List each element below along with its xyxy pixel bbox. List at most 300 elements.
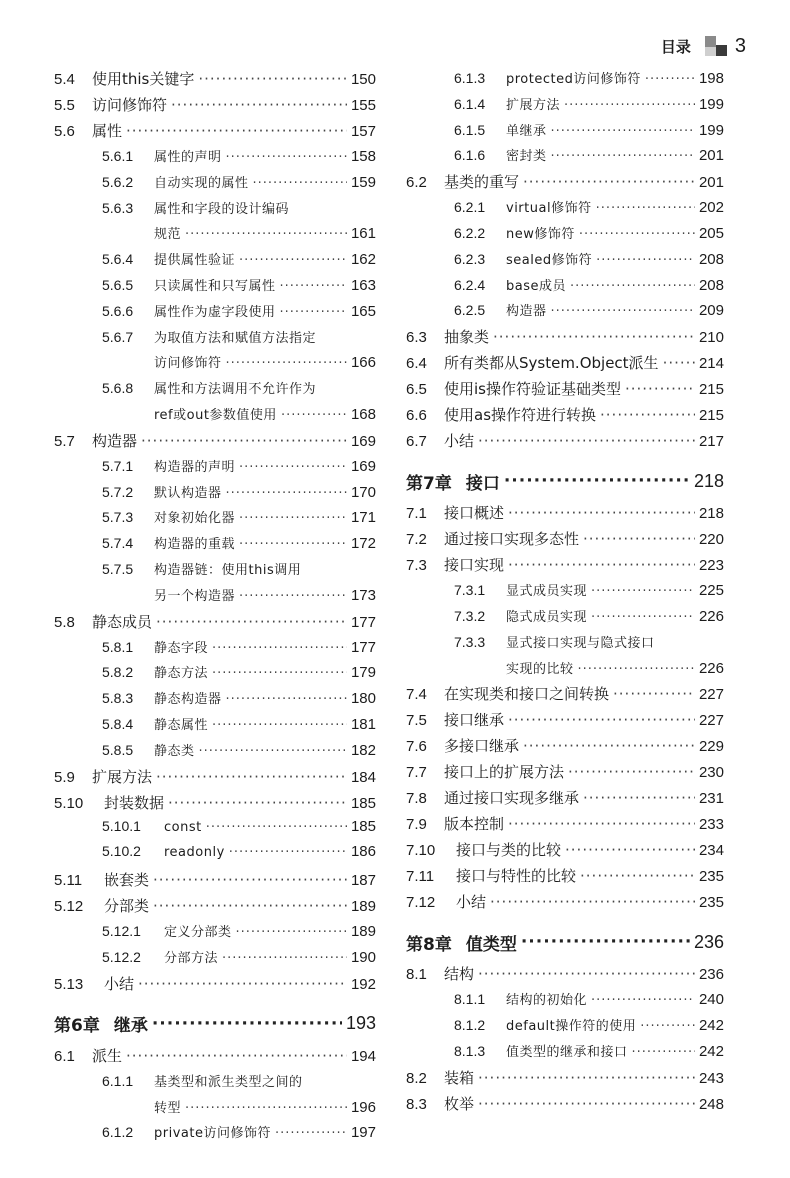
section-title: sealed修饰符 xyxy=(506,252,593,268)
dot-leader xyxy=(222,951,347,966)
section-title: 小结 xyxy=(456,893,487,912)
toc-entry[interactable] xyxy=(54,533,376,559)
section-title: 派生 xyxy=(92,1046,123,1065)
toc-entry[interactable] xyxy=(54,792,376,818)
toc-page-number: 227 xyxy=(698,686,724,704)
toc-entry[interactable] xyxy=(406,683,724,709)
toc-entry[interactable] xyxy=(54,172,376,198)
section-number: 5.6.6 xyxy=(102,302,134,319)
toc-entry[interactable] xyxy=(406,223,724,249)
toc-entry[interactable] xyxy=(54,611,376,637)
dot-leader xyxy=(226,486,347,501)
section-number: 8.1.2 xyxy=(454,1017,486,1034)
toc-entry[interactable] xyxy=(54,352,376,378)
section-title: 规范 xyxy=(154,227,182,243)
section-number: 7.6 xyxy=(406,738,427,756)
section-number: 5.11 xyxy=(54,872,83,890)
toc-entry[interactable] xyxy=(406,1015,724,1041)
section-number: 7.7 xyxy=(406,764,427,782)
section-title: 只读属性和只写属性 xyxy=(154,278,276,294)
section-title: 基类的重写 xyxy=(444,173,520,192)
toc-entry[interactable] xyxy=(54,378,376,404)
section-title: 所有类都从System.Object派生 xyxy=(444,354,659,373)
toc-entry[interactable] xyxy=(54,94,376,120)
section-number: 7.2 xyxy=(406,531,427,549)
dot-leader xyxy=(239,460,347,475)
toc-page-number: 234 xyxy=(698,842,724,860)
toc-page-number: 236 xyxy=(693,931,724,952)
section-title: 访问修饰符 xyxy=(154,356,222,372)
dot-leader xyxy=(570,279,695,294)
dot-leader xyxy=(153,897,347,915)
dot-leader xyxy=(508,711,695,729)
toc-page-number: 185 xyxy=(350,794,376,812)
toc-entry[interactable] xyxy=(54,637,376,663)
section-title: 访问修饰符 xyxy=(92,96,168,114)
toc-entry[interactable] xyxy=(54,482,376,508)
section-number: 7.11 xyxy=(406,868,435,886)
section-number: 6.1.6 xyxy=(454,147,486,164)
toc-entry[interactable] xyxy=(406,761,724,787)
toc-page-number: 194 xyxy=(350,1047,376,1065)
toc-page-number: 201 xyxy=(698,147,724,165)
dot-leader xyxy=(156,768,347,786)
toc-page-number: 210 xyxy=(698,329,724,347)
section-title: 另一个构造器 xyxy=(154,588,236,604)
toc-entry[interactable] xyxy=(54,1122,376,1148)
dot-leader xyxy=(280,305,347,320)
page-header xyxy=(661,34,746,58)
section-number: 6.5 xyxy=(406,381,427,399)
toc-page-number: 179 xyxy=(350,664,376,682)
toc-page-number: 205 xyxy=(698,224,724,242)
toc-page-number: 208 xyxy=(698,276,724,294)
toc-chapter-entry[interactable] xyxy=(54,1005,376,1043)
toc-page-number: 233 xyxy=(698,816,724,834)
toc-entry[interactable] xyxy=(406,528,724,554)
section-number: 5.12.2 xyxy=(102,948,141,965)
dot-leader xyxy=(565,841,695,859)
toc-page-number: 223 xyxy=(698,557,724,575)
section-title: 构造器的重载 xyxy=(154,537,236,553)
toc-page-number: 243 xyxy=(698,1069,724,1087)
section-number: 6.1.1 xyxy=(102,1072,134,1089)
section-number: 6.1.5 xyxy=(454,121,486,138)
chapter-number: 第7章 xyxy=(406,473,452,494)
toc-entry[interactable] xyxy=(54,662,376,688)
section-title: 使用as操作符进行转换 xyxy=(444,406,597,425)
section-number: 5.8.1 xyxy=(102,638,134,655)
chapter-title: 继承 xyxy=(113,1016,148,1037)
section-title: 属性的声明 xyxy=(154,150,222,165)
toc-entry[interactable] xyxy=(406,352,724,378)
dot-leader xyxy=(564,98,695,113)
dot-leader xyxy=(212,666,347,681)
dot-leader xyxy=(551,124,695,139)
section-number: 6.1.3 xyxy=(454,70,486,86)
section-number: 8.1.3 xyxy=(454,1042,486,1059)
dot-leader xyxy=(138,975,347,993)
toc-entry[interactable] xyxy=(54,818,376,844)
section-title: 显式成员实现 xyxy=(506,584,588,600)
toc-entry[interactable] xyxy=(54,1071,376,1097)
toc-entry[interactable] xyxy=(406,378,724,404)
section-number: 5.7.5 xyxy=(102,560,134,577)
toc-entry[interactable] xyxy=(406,404,724,430)
section-title: 提供属性验证 xyxy=(154,253,236,269)
toc-column-left xyxy=(54,68,376,1148)
section-number: 5.10.1 xyxy=(102,817,141,834)
section-title: virtual修饰符 xyxy=(506,201,592,217)
chapter-title: 接口 xyxy=(465,473,500,494)
section-number: 6.7 xyxy=(406,433,427,451)
section-title: 版本控制 xyxy=(444,815,505,834)
dot-leader xyxy=(226,150,347,165)
toc-entry[interactable] xyxy=(54,843,376,869)
section-title: protected访问修饰符 xyxy=(506,72,641,87)
section-number: 6.1.2 xyxy=(102,1124,134,1141)
dot-leader xyxy=(504,471,690,491)
dot-leader xyxy=(198,70,347,88)
section-title: 小结 xyxy=(444,432,475,451)
toc-page-number: 177 xyxy=(350,613,376,631)
toc-page-number: 166 xyxy=(350,354,376,372)
toc-page-number: 218 xyxy=(698,505,724,523)
section-title: 属性作为虚字段使用 xyxy=(154,304,276,320)
section-number: 8.3 xyxy=(406,1095,427,1113)
toc-page-number: 168 xyxy=(350,405,376,423)
section-title: 分部方法 xyxy=(164,950,219,966)
section-title: private访问修饰符 xyxy=(154,1126,271,1142)
section-number: 5.6.7 xyxy=(102,328,134,345)
dot-leader xyxy=(156,613,347,631)
toc-entry[interactable] xyxy=(406,606,724,632)
dot-leader xyxy=(613,685,695,703)
corner-square-icon xyxy=(705,36,727,56)
toc-entry[interactable] xyxy=(54,327,376,353)
section-title: 接口继承 xyxy=(444,711,505,730)
toc-page-number: 215 xyxy=(698,381,724,399)
toc-entry[interactable] xyxy=(406,658,724,684)
section-title: 接口与类的比较 xyxy=(456,841,562,860)
section-number: 6.2.3 xyxy=(454,250,486,267)
section-title: 分部类 xyxy=(104,897,150,916)
dot-leader xyxy=(229,845,347,860)
section-number: 5.8 xyxy=(54,613,75,631)
section-title: 自动实现的属性 xyxy=(154,175,249,191)
section-number: 6.1.4 xyxy=(454,95,486,112)
section-number: 8.1.1 xyxy=(454,991,486,1008)
toc-page-number: 150 xyxy=(350,71,376,88)
toc-entry[interactable] xyxy=(406,326,724,352)
toc-page-number: 229 xyxy=(698,738,724,756)
section-number: 6.3 xyxy=(406,329,427,347)
dot-leader xyxy=(551,149,695,164)
section-number: 6.4 xyxy=(406,355,427,373)
section-number: 5.10.2 xyxy=(102,843,141,860)
toc-page-number: 173 xyxy=(350,586,376,604)
toc-page-number: 226 xyxy=(698,659,724,677)
toc-entry[interactable] xyxy=(54,404,376,430)
toc-entry[interactable] xyxy=(406,989,724,1015)
toc-entry[interactable] xyxy=(54,1045,376,1071)
toc-entry[interactable] xyxy=(406,554,724,580)
toc-page-number: 199 xyxy=(698,121,724,139)
dot-leader xyxy=(596,201,695,216)
page-number: 3 xyxy=(734,34,746,57)
section-title: 构造器 xyxy=(506,304,547,320)
section-number: 7.5 xyxy=(406,712,427,730)
toc-entry[interactable] xyxy=(54,275,376,301)
toc-page-number: 155 xyxy=(350,97,376,114)
toc-entry[interactable] xyxy=(406,891,724,917)
section-title: 构造器的声明 xyxy=(154,459,236,475)
toc-entry[interactable] xyxy=(406,787,724,813)
section-title: 静态方法 xyxy=(154,666,209,682)
toc-entry[interactable] xyxy=(54,869,376,895)
section-title: 转型 xyxy=(154,1100,182,1116)
toc-entry[interactable] xyxy=(406,300,724,326)
section-title: 构造器链：使用this调用 xyxy=(154,562,302,578)
toc-page-number: 177 xyxy=(350,638,376,656)
dot-leader xyxy=(171,96,347,114)
section-title: 接口实现 xyxy=(444,556,505,575)
section-title: 静态属性 xyxy=(154,717,209,733)
dot-leader xyxy=(280,279,347,294)
section-number: 5.7.3 xyxy=(102,509,134,526)
toc-entry[interactable] xyxy=(54,688,376,714)
toc-entry[interactable] xyxy=(406,120,724,146)
section-title: base成员 xyxy=(506,278,566,294)
toc-entry[interactable] xyxy=(406,1041,724,1067)
section-title: 密封类 xyxy=(506,149,547,165)
toc-entry[interactable] xyxy=(54,223,376,249)
toc-page-number: 165 xyxy=(350,302,376,320)
toc-page-number: 208 xyxy=(698,250,724,268)
section-title: 结构的初始化 xyxy=(506,993,588,1009)
toc-page-number: 193 xyxy=(345,1013,376,1034)
toc-entry[interactable] xyxy=(406,632,724,658)
section-title: 通过接口实现多态性 xyxy=(444,530,580,549)
toc-entry[interactable] xyxy=(54,714,376,740)
toc-page-number: 192 xyxy=(350,975,376,993)
section-title: 装箱 xyxy=(444,1068,475,1087)
toc-page-number: 189 xyxy=(350,898,376,916)
dot-leader xyxy=(579,227,695,242)
dot-leader xyxy=(212,718,347,733)
section-title: 使用is操作符验证基础类型 xyxy=(444,380,621,399)
section-number: 6.6 xyxy=(406,407,427,425)
toc-page-number: 169 xyxy=(350,457,376,475)
toc-entry[interactable] xyxy=(406,68,724,94)
section-title: 基类型和派生类型之间的 xyxy=(154,1074,303,1090)
section-title: 显式接口实现与隐式接口 xyxy=(506,635,655,651)
toc-entry[interactable] xyxy=(406,865,724,891)
section-number: 7.3 xyxy=(406,557,427,575)
toc-entry[interactable] xyxy=(406,249,724,275)
dot-leader xyxy=(645,72,695,87)
toc-page-number: 201 xyxy=(698,174,724,192)
section-number: 7.3.2 xyxy=(454,607,486,624)
toc-entry[interactable] xyxy=(54,68,376,94)
toc-entry[interactable] xyxy=(54,301,376,327)
section-title: 属性和方法调用不允许作为 xyxy=(154,382,317,398)
dot-leader xyxy=(478,965,695,983)
toc-entry[interactable] xyxy=(406,963,724,989)
section-number: 5.7.1 xyxy=(102,457,134,474)
dot-leader xyxy=(185,227,347,242)
section-title: 小结 xyxy=(104,974,135,993)
toc-entry[interactable] xyxy=(54,507,376,533)
toc-entry[interactable] xyxy=(406,735,724,761)
dot-leader xyxy=(521,932,690,952)
dot-leader xyxy=(239,253,347,268)
dot-leader xyxy=(493,328,695,346)
section-title: 结构 xyxy=(444,965,475,984)
toc-entry[interactable] xyxy=(54,585,376,611)
toc-page-number: 242 xyxy=(698,1042,724,1060)
toc-page-number: 217 xyxy=(698,433,724,451)
section-title: 扩展方法 xyxy=(92,767,153,786)
section-title: 在实现类和接口之间转换 xyxy=(444,685,610,704)
toc-entry[interactable] xyxy=(54,120,376,146)
toc-page-number: 231 xyxy=(698,790,724,808)
section-number: 5.10 xyxy=(54,794,84,812)
toc-entry[interactable] xyxy=(54,198,376,224)
toc-entry[interactable] xyxy=(406,94,724,120)
section-number: 6.1 xyxy=(54,1047,75,1065)
toc-page-number: 185 xyxy=(350,817,376,835)
toc-entry[interactable] xyxy=(406,839,724,865)
dot-leader xyxy=(523,737,695,755)
section-title: 静态字段 xyxy=(154,640,209,656)
section-title: 隐式成员实现 xyxy=(506,609,588,625)
section-title: new修饰符 xyxy=(506,226,575,242)
dot-leader xyxy=(508,504,695,522)
toc-entry[interactable] xyxy=(406,1067,724,1093)
section-number: 5.12 xyxy=(54,898,84,916)
dot-leader xyxy=(640,1019,695,1034)
toc-entry[interactable] xyxy=(54,921,376,947)
section-number: 7.4 xyxy=(406,686,427,704)
toc-entry[interactable] xyxy=(406,197,724,223)
toc-entry[interactable] xyxy=(54,146,376,172)
section-title: 接口上的扩展方法 xyxy=(444,763,565,782)
toc-page-number: 242 xyxy=(698,1017,724,1035)
toc-entry[interactable] xyxy=(54,430,376,456)
toc-entry[interactable] xyxy=(54,766,376,792)
toc-page-number: 227 xyxy=(698,712,724,730)
toc-page-number: 218 xyxy=(693,470,724,491)
toc-entry[interactable] xyxy=(406,813,724,839)
toc-page-number: 240 xyxy=(698,991,724,1009)
dot-leader xyxy=(478,1095,695,1113)
toc-entry[interactable] xyxy=(54,947,376,973)
dot-leader xyxy=(591,610,695,625)
dot-leader xyxy=(185,1101,347,1116)
toc-entry[interactable] xyxy=(406,430,724,456)
toc-entry[interactable] xyxy=(54,740,376,766)
section-title: 实现的比较 xyxy=(506,661,574,677)
section-number: 5.12.1 xyxy=(102,923,141,940)
section-title: default操作符的使用 xyxy=(506,1019,637,1035)
toc-page-number: 171 xyxy=(350,509,376,527)
section-title: 静态类 xyxy=(154,743,195,759)
toc-page-number: 158 xyxy=(350,148,376,165)
toc-entry[interactable] xyxy=(54,1097,376,1123)
toc-entry[interactable] xyxy=(54,249,376,275)
section-title: 定义分部类 xyxy=(164,925,232,941)
dot-leader xyxy=(239,511,347,526)
section-title: 接口概述 xyxy=(444,504,505,523)
dot-leader xyxy=(478,1069,695,1087)
toc-page-number: 226 xyxy=(698,607,724,625)
toc-page-number: 161 xyxy=(350,225,376,243)
toc-entry[interactable] xyxy=(406,580,724,606)
section-number: 5.13 xyxy=(54,975,84,993)
toc-entry[interactable] xyxy=(406,709,724,735)
toc-entry[interactable] xyxy=(54,973,376,999)
toc-page-number: 172 xyxy=(350,535,376,553)
toc-page-number: 196 xyxy=(350,1098,376,1116)
toc-page-number: 235 xyxy=(698,868,724,886)
section-number: 5.6 xyxy=(54,123,75,140)
toc-page-number: 190 xyxy=(350,948,376,966)
toc-page-number: 215 xyxy=(698,407,724,425)
toc-entry[interactable] xyxy=(406,171,724,197)
toc-chapter-entry[interactable] xyxy=(406,923,724,961)
section-title: 接口与特性的比较 xyxy=(456,867,577,886)
section-title: 抽象类 xyxy=(444,328,490,347)
toc-entry[interactable] xyxy=(406,1093,724,1119)
dot-leader xyxy=(523,173,695,191)
toc-entry[interactable] xyxy=(406,145,724,171)
toc-entry[interactable] xyxy=(54,895,376,921)
dot-leader xyxy=(583,530,695,548)
section-title: 扩展方法 xyxy=(506,97,561,113)
dot-leader xyxy=(600,406,695,424)
toc-page-number: 187 xyxy=(350,872,376,890)
toc-page-number: 236 xyxy=(698,966,724,984)
toc-page-number: 169 xyxy=(350,432,376,450)
toc-entry[interactable] xyxy=(54,456,376,482)
toc-page-number: 230 xyxy=(698,764,724,782)
section-title: readonly xyxy=(164,845,225,861)
section-number: 6.2.5 xyxy=(454,302,486,319)
section-title: 值类型的继承和接口 xyxy=(506,1044,628,1060)
toc-page-number: 198 xyxy=(698,70,724,87)
toc-page-number: 163 xyxy=(350,276,376,294)
toc-page-number: 186 xyxy=(350,843,376,861)
section-number: 5.7 xyxy=(54,432,75,450)
dot-leader xyxy=(478,432,695,450)
toc-page-number: 202 xyxy=(698,199,724,217)
chapter-number: 第6章 xyxy=(54,1016,100,1037)
section-number: 5.9 xyxy=(54,768,75,786)
section-number: 5.4 xyxy=(54,71,75,88)
toc-chapter-entry[interactable] xyxy=(406,462,724,500)
toc-entry[interactable] xyxy=(54,559,376,585)
section-title: 使用this关键字 xyxy=(92,70,195,88)
section-number: 5.7.4 xyxy=(102,535,134,552)
toc-entry[interactable] xyxy=(406,502,724,528)
dot-leader xyxy=(490,893,695,911)
section-number: 5.8.2 xyxy=(102,664,134,681)
toc-page-number: 214 xyxy=(698,355,724,373)
toc-entry[interactable] xyxy=(406,275,724,301)
dot-leader xyxy=(126,1047,347,1065)
section-title: 多接口继承 xyxy=(444,737,520,756)
